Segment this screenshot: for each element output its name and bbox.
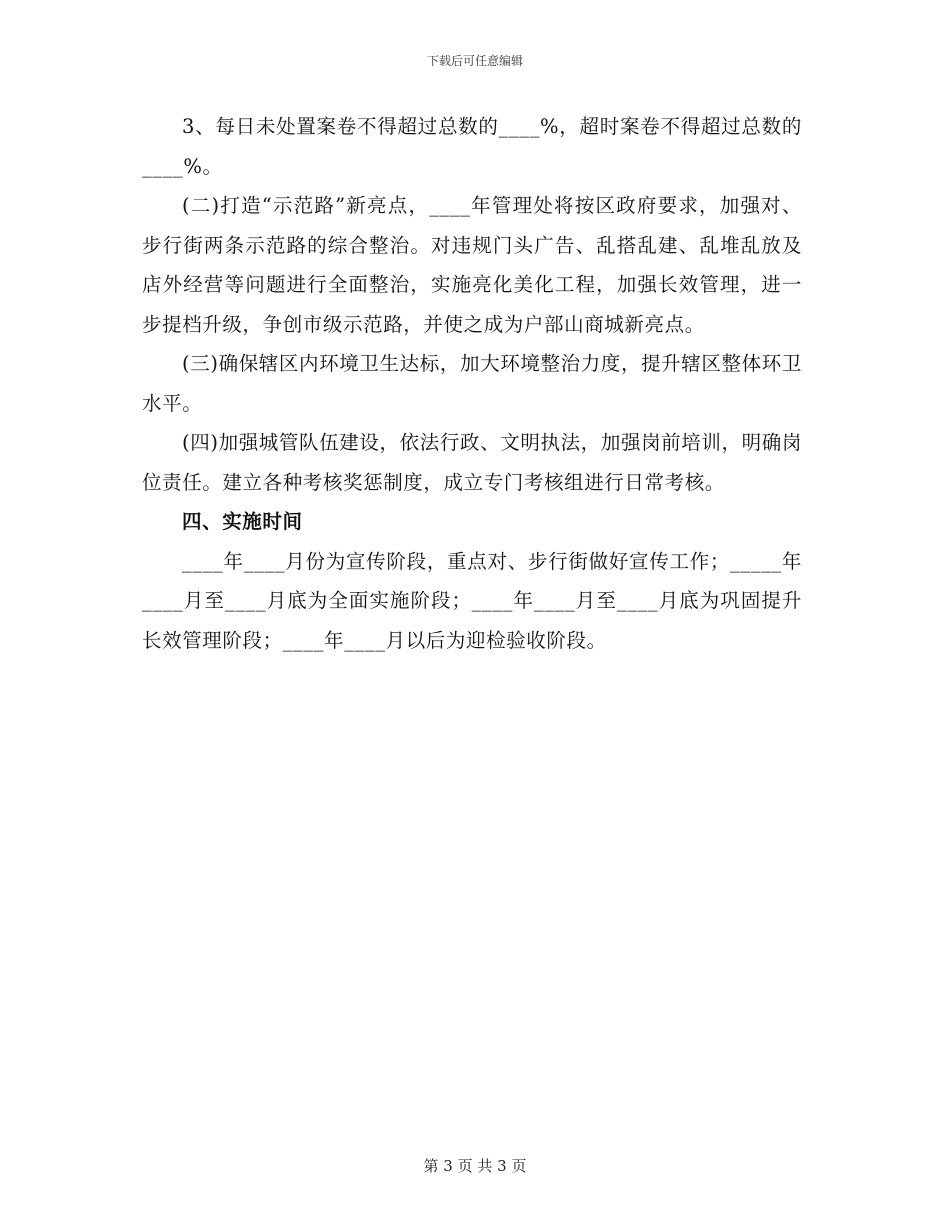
page-footer: 第 3 页 共 3 页 [423, 1157, 527, 1175]
page-header: 下载后可任意编辑 [426, 54, 523, 68]
paragraph-implementation-time: ____年____月份为宣传阶段，重点对、步行街做好宣传工作；_____年____月至____月底为全面实施阶段；____年____月至____月底为巩固提升长效管理阶段；____年____月以后为迎检验收阶段。 [142, 549, 802, 652]
paragraph-section-3: (三)确保辖区内环境卫生达标，加大环境整治力度，提升辖区整体环卫水平。 [142, 352, 802, 415]
section-heading-implementation-time: 四、实施时间 [182, 510, 303, 533]
paragraph-section-2: (二)打造“示范路”新亮点，____年管理处将按区政府要求，加强对、步行街两条示范路的综合整治。对违规门头广告、乱搭乱建、乱堆乱放及店外经营等问题进行全面整治，实施亮化美化工程，加强长效管理，进一步提档升级，争创市级示范路，并使之成为户部山商城新亮点。 [142, 194, 802, 336]
paragraph-section-4: (四)加强城管队伍建设，依法行政、文明执法，加强岗前培训，明确岗位责任。建立各种考核奖惩制度，成立专门考核组进行日常考核。 [142, 431, 802, 494]
paragraph-item-3: 3、每日未处置案卷不得超过总数的____%，超时案卷不得超过总数的____%。 [142, 115, 802, 178]
document-body [142, 107, 802, 660]
